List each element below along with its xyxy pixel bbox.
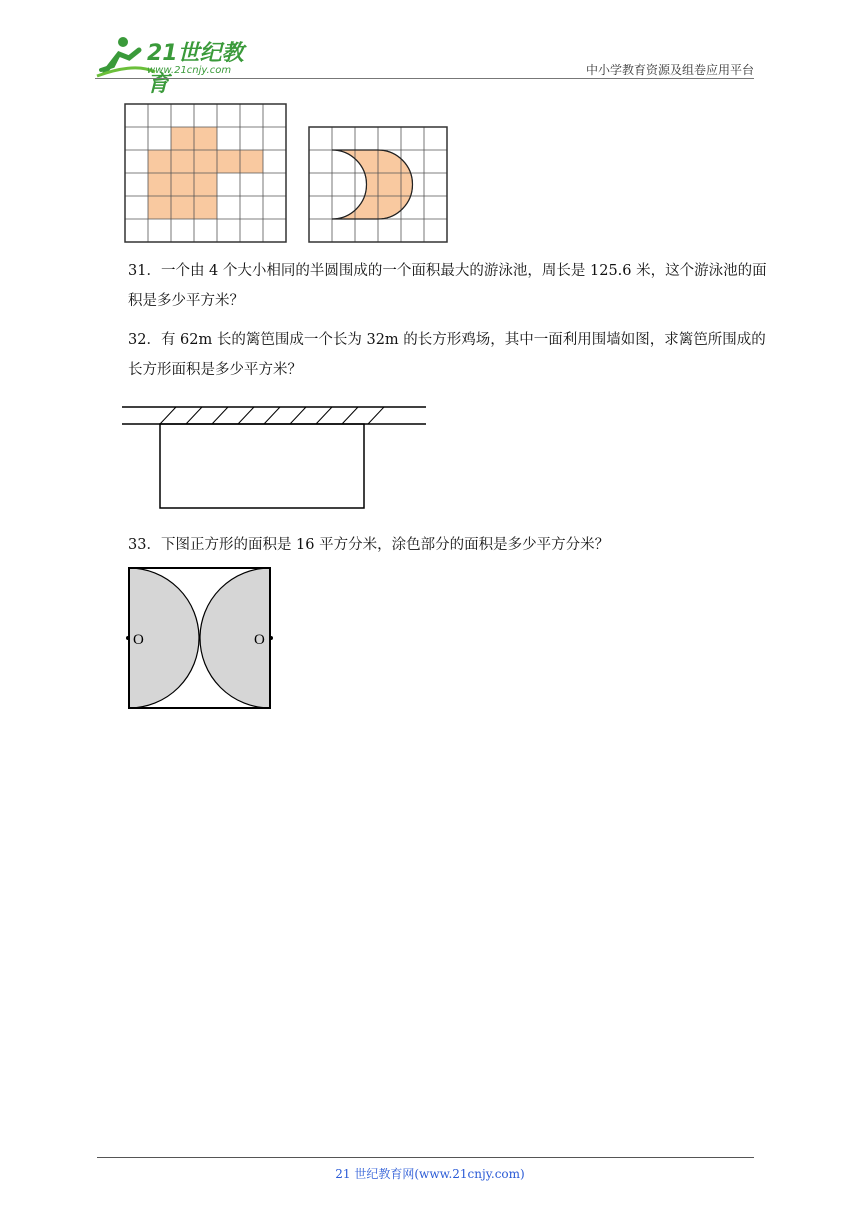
question-number: 33． <box>128 537 161 553</box>
shaded-cell <box>171 196 194 219</box>
shaded-cell <box>148 150 171 173</box>
shaded-cell <box>194 150 217 173</box>
grid-figure-cross <box>124 103 294 253</box>
question-number: 31． <box>128 263 161 279</box>
question-text: 一个由 4 个大小相同的半圆围成的一个面积最大的游泳池，周长是 125.6 米，这个游泳池的面积是多少平方米？ <box>128 263 767 309</box>
shaded-cell <box>240 150 263 173</box>
grid-figure-arc-shape <box>308 126 458 251</box>
footer-divider <box>97 1157 754 1158</box>
right-center-label: O <box>254 632 265 648</box>
shaded-cell <box>171 150 194 173</box>
question-31 <box>128 256 768 316</box>
question-32 <box>128 325 768 385</box>
shaded-cell <box>194 127 217 150</box>
shaded-cell <box>148 196 171 219</box>
logo-url: www.21cnjy.com <box>147 65 232 76</box>
shaded-cell <box>194 196 217 219</box>
site-tagline: 中小学教育资源及组卷应用平台 <box>585 63 754 77</box>
shaded-cell <box>171 127 194 150</box>
question-33 <box>128 530 768 560</box>
shaded-arc-shape <box>332 150 413 219</box>
wall-rectangle-figure <box>120 402 430 514</box>
shaded-cell <box>171 173 194 196</box>
header-divider <box>95 78 754 79</box>
logo-text: 21世纪教育 <box>147 41 244 97</box>
shaded-cell <box>217 150 240 173</box>
footer-site-link[interactable]: 21 世纪教育网(www.21cnjy.com) <box>335 1167 525 1181</box>
right-center-dot <box>269 636 273 640</box>
shaded-cell <box>148 173 171 196</box>
left-center-label: O <box>133 632 144 648</box>
question-text: 下图正方形的面积是 16 平方分米，涂色部分的面积是多少平方分米？ <box>160 537 610 553</box>
square-semicircle-figure <box>124 565 284 715</box>
question-text: 有 62m 长的篱笆围成一个长为 32m 的长方形鸡场，其中一面利用围墙如图，求篱笆所围成的长方形面积是多少平方米？ <box>128 332 766 378</box>
site-logo <box>95 32 265 97</box>
question-number: 32． <box>128 332 161 348</box>
left-center-dot <box>126 636 130 640</box>
shaded-cell <box>194 173 217 196</box>
